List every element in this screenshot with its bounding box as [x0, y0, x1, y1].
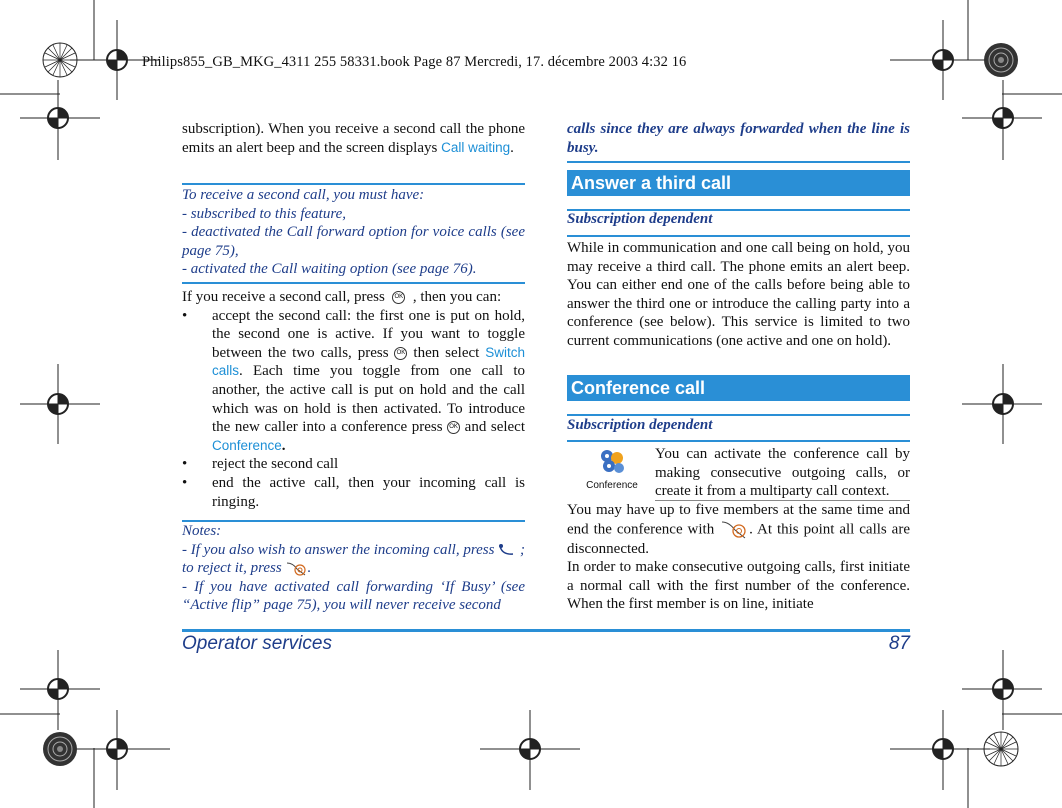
- print-header: Philips855_GB_MKG_4311 255 58331.book Page 87 Mercredi, 17. décembre 2003 4:32 16: [142, 54, 687, 70]
- text: .: [307, 560, 312, 577]
- subhead-rule: [567, 440, 910, 442]
- text: .: [281, 437, 286, 454]
- note-line: - If you have activated call forwarding ‘If Busy’ (see “Active flip” page 75), you will never receive second: [182, 578, 525, 614]
- note-rule-top: [182, 183, 525, 185]
- text: then select: [413, 344, 480, 361]
- text: - If you also wish to answer the incoming call, press: [182, 541, 495, 558]
- intro-paragraph: subscription). When you receive a second call the phone emits an alert beep and the screen displays Call waiting.: [182, 121, 525, 156]
- call-key-icon: [498, 543, 516, 557]
- consecutive-calls-paragraph: In order to make consecutive outgoing calls, first initiate a normal call with the first number of the conference. When the first member is on line, initiate: [567, 559, 910, 613]
- left-column: [182, 120, 525, 157]
- call-waiting-term: Call waiting: [441, 139, 511, 155]
- footer-section-title: Operator services: [182, 633, 332, 654]
- subhead-rule: [567, 235, 910, 237]
- list-item: • accept the second call: the first one is put on hold, the second one is active. If you want to toggle between the two calls, press OK then select Switch calls. Each time you toggle from one call to another, the active call is put on hold and the call which was on hold is then activated. To introduce the new caller into a conference press OK and select Conference.: [182, 307, 526, 454]
- text: accept the second call: the first one is put on hold, the second one is active. If you want to toggle between the two calls, press: [212, 307, 525, 361]
- text: , then you can:: [412, 289, 502, 305]
- conference-icon-label: Conference: [586, 480, 638, 491]
- right-body: [567, 501, 910, 614]
- notes-title: Notes:: [182, 523, 222, 539]
- text: If you receive a second call, press: [182, 289, 385, 305]
- left-body: [182, 288, 525, 511]
- list-item: • end the active call, then your incoming call is ringing.: [182, 474, 525, 510]
- note-rule-bottom: [182, 282, 525, 284]
- section-heading-third-call: Answer a third call: [567, 170, 910, 196]
- end-call-key-icon: [719, 520, 749, 540]
- list-item: • reject the second call: [182, 456, 339, 473]
- footer-rule: [182, 629, 910, 632]
- note-rule-bottom-right: [567, 161, 910, 163]
- section-heading-conference: Conference call: [567, 375, 910, 401]
- note-line: calls since they are always forwarded when the line is busy.: [567, 121, 910, 156]
- ok-key-icon: OK: [394, 347, 407, 360]
- note-line: - subscribed to this feature,: [182, 205, 347, 222]
- page-number: 87: [888, 633, 910, 654]
- text: and select: [464, 419, 526, 436]
- subscription-dependent-label: Subscription dependent: [567, 211, 713, 227]
- text: end the active call, then your incoming call is ringing.: [212, 474, 525, 510]
- third-call-paragraph: While in communication and one call being on hold, you may receive a third call. The phone emits an alert beep. You can either end one of the calls before being able to answer the third one or introduce the calling party into a conference (see below). This service is limited to two current communications (one active and one on hold).: [567, 240, 910, 349]
- switch-calls-term: Switch calls: [212, 344, 525, 379]
- note-line: - activated the Call waiting option (see page 76).: [182, 261, 477, 278]
- conference-term: Conference: [212, 437, 282, 453]
- note-line: [182, 541, 525, 578]
- conference-icon-block: [584, 448, 640, 491]
- intro-text: subscription). When you receive a second call the phone emits an alert beep and the screen displays: [182, 121, 525, 156]
- second-call-paragraph: [182, 288, 525, 307]
- end-call-key-icon: [285, 561, 307, 577]
- requirements-note: [182, 186, 525, 279]
- notes-block: [182, 522, 525, 615]
- text: ; to reject it, press: [182, 541, 526, 577]
- text: . At this point all calls are disconnected.: [567, 521, 910, 557]
- conference-intro: You can activate the conference call by making consecutive outgoing calls, or create it from a multiparty call context.: [655, 446, 910, 500]
- ok-key-icon: OK: [447, 421, 460, 434]
- members-paragraph: [567, 501, 910, 558]
- text: . Each time you toggle from one call to another, the active call is put on hold and the call which was on hold is then activated. To introduce the new caller into a conference press: [212, 363, 525, 436]
- text: reject the second call: [212, 456, 339, 473]
- note-line: To receive a second call, you must have:: [182, 187, 425, 203]
- subscription-dependent-label: Subscription dependent: [567, 417, 713, 433]
- conference-icon: [595, 448, 629, 476]
- note-line: - deactivated the Call forward option for voice calls (see page 75),: [182, 224, 525, 259]
- ok-key-icon: OK: [392, 291, 405, 304]
- text: You may have up to five members at the same time and end the conference with: [567, 502, 910, 538]
- continued-note: [567, 120, 910, 157]
- subhead-rule: [567, 414, 910, 416]
